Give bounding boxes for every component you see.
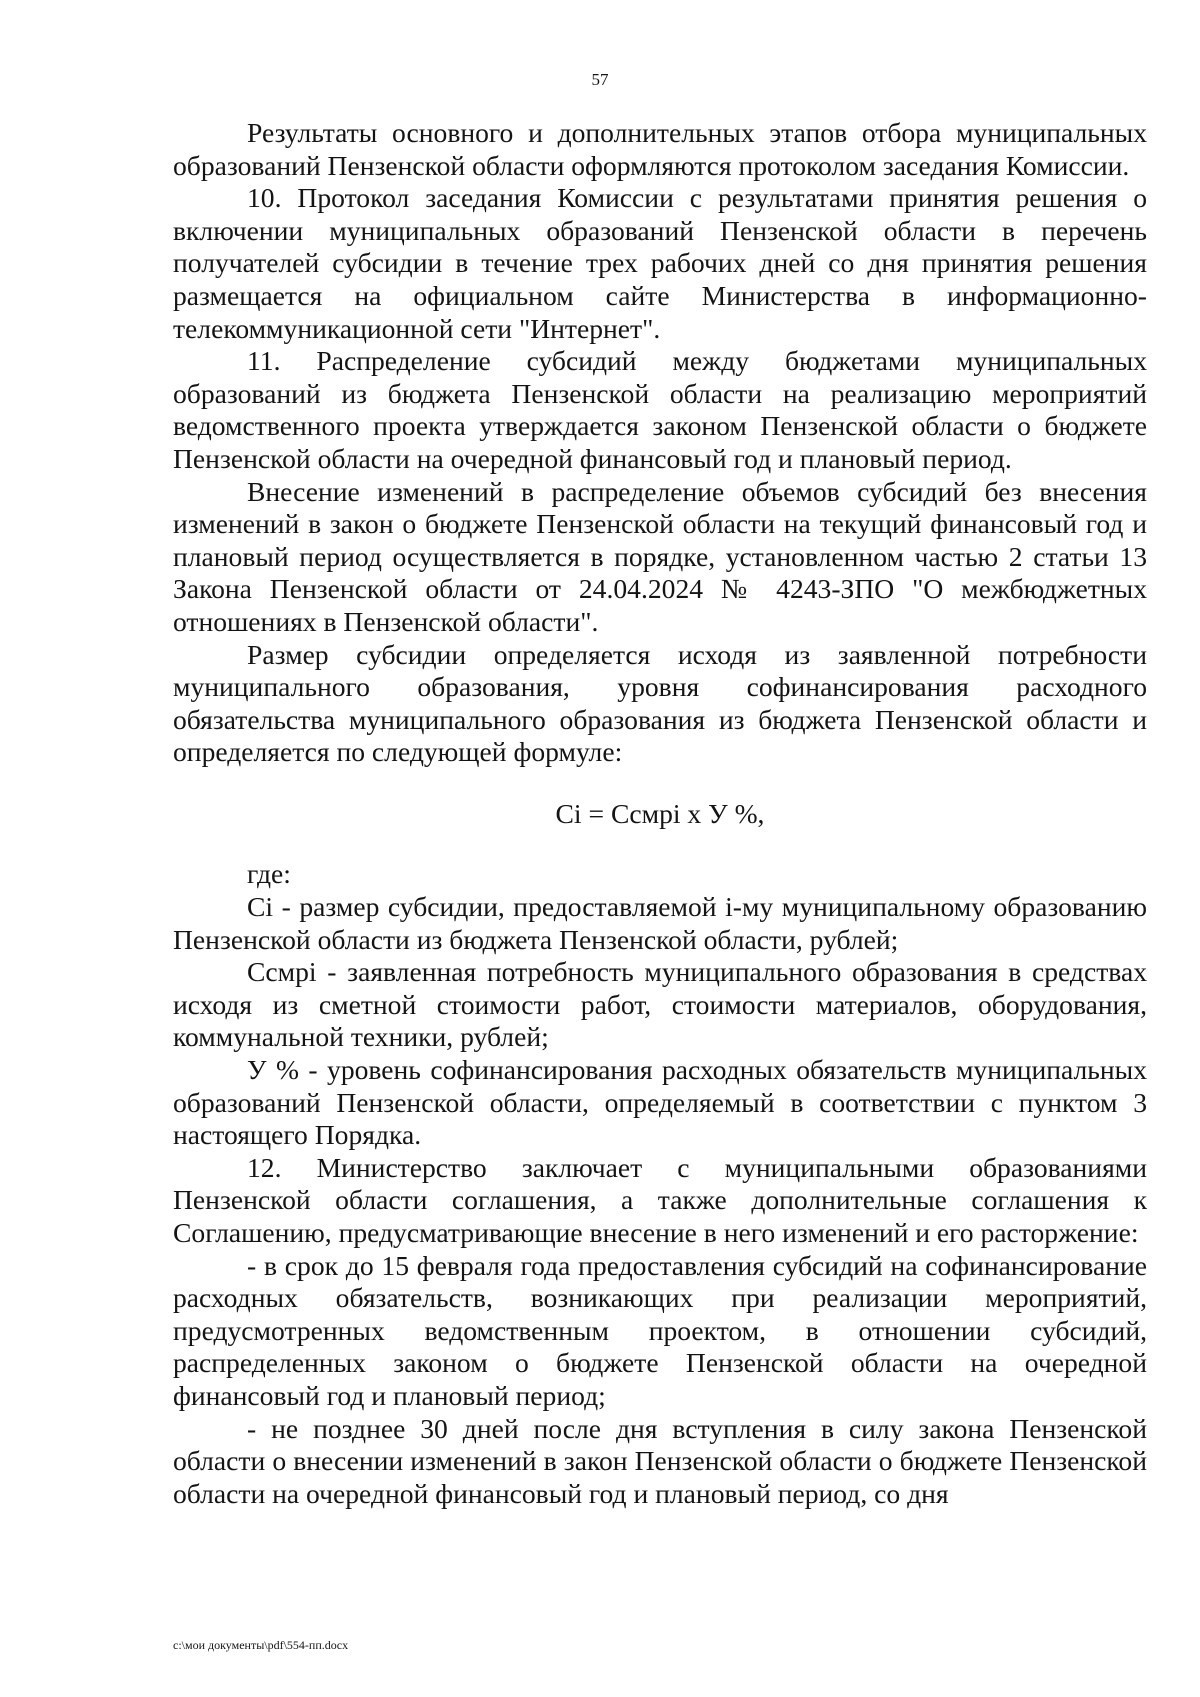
subsidy-formula: Ci = Ccмpi x У %, [555, 797, 765, 829]
list-item-deadline-30-days: - не позднее 30 дней после дня вступления в силу закона Пензенской области о внесении изменений в закон Пензенской области о бюджете Пензенской области на очередной финансовый год и плановый период, со дня [173, 1412, 1147, 1509]
definitions-intro: где: [247, 858, 291, 890]
paragraph-item-10: 10. Протокол заседания Комиссии с результатами принятия решения о включении муниципальных образований Пензенской области в перечень получателей субсидии в течение трех рабочих дней со дня принятия решения размещается на официальном сайте Министерства в информационно-телекоммуникационной сети "Интернет". [173, 182, 1147, 344]
footer-file-path: c:\мои документы\pdf\554-пп.docx [173, 1638, 349, 1652]
paragraph-subsidy-size: Размер субсидии определяется исходя из заявленной потребности муниципального образования, уровня софинансирования расходного обязательства муниципального образования из бюджета Пензенской области и определяется по следующей формуле: [173, 638, 1147, 768]
paragraph-budget-changes: Внесение изменений в распределение объемов субсидий без внесения изменений в закон о бюджете Пензенской области на текущий финансовый год и плановый период осуществляется в порядке, установленном частью 2 статьи 13 Закона Пензенской области от 24.04.2024 № 4243-ЗПО "О межбюджетных отношениях в Пензенской области". [173, 475, 1147, 637]
paragraph-selection-results: Результаты основного и дополнительных этапов отбора муниципальных образований Пензенской области оформляются протоколом заседания Комиссии. [173, 117, 1147, 181]
paragraph-item-12: 12. Министерство заключает с муниципальными образованиями Пензенской области соглашения, а также дополнительные соглашения к Соглашению, предусматривающие внесение в него изменений и его расторжение: [173, 1151, 1147, 1248]
list-item-deadline-february: - в срок до 15 февраля года предоставления субсидий на софинансирование расходных обязательств, возникающих при реализации мероприятий, предусмотренных ведомственным проектом, в отношении субсидий, распределенных законом о бюджете Пензенской области на очередной финансовый год и плановый период; [173, 1249, 1147, 1411]
document-body [173, 117, 1147, 1510]
definition-u-percent: У % - уровень софинансирования расходных обязательств муниципальных образований Пензенской области, определяемый в соответствии с пунктом 3 настоящего Порядка. [173, 1054, 1147, 1151]
page-number: 57 [591, 70, 609, 89]
definition-csmpi: Ccмpi - заявленная потребность муниципального образования в средствах исходя из сметной стоимости работ, стоимости материалов, оборудования, коммунальной техники, рублей; [173, 956, 1147, 1053]
paragraph-item-11: 11. Распределение субсидий между бюджетами муниципальных образований из бюджета Пензенской области на реализацию мероприятий ведомственного проекта утверждается законом Пензенской области о бюджете Пензенской области на очередной финансовый год и плановый период. [173, 345, 1147, 474]
definition-ci: Ci - размер субсидии, предоставляемой i-му муниципальному образованию Пензенской области из бюджета Пензенской области, рублей; [173, 891, 1147, 955]
